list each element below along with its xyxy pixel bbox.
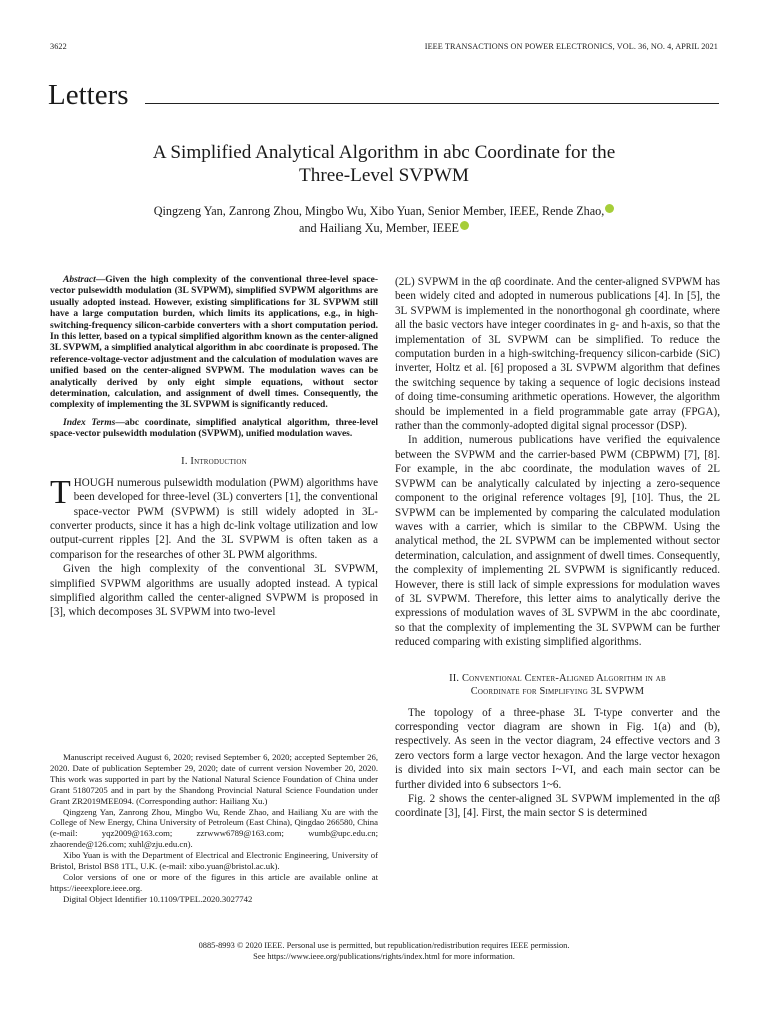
footnotes [50,752,378,905]
footnote-affiliation-2: Xibo Yuan is with the Department of Electrical and Electronic Engineering, University of Bristol, Bristol BS8 1TL, U.K. (e-mail: xibo.yuan@bristol.ac.uk). [50,850,378,872]
right-column [395,275,720,821]
section-2-paragraph-2: Fig. 2 shows the center-aligned 3L SVPWM implemented in the αβ coordinate [3], [4]. First, the main sector S is determined [395,793,720,820]
copyright-notice [60,940,708,962]
copyright-line-1: 0885-8993 © 2020 IEEE. Personal use is permitted, but republication/redistribution requires IEEE permission. [198,941,570,950]
orcid-icon[interactable] [460,221,469,230]
paper-title [60,141,708,187]
index-terms [50,418,378,441]
header-rule [145,103,719,104]
footnote-doi: Digital Object Identifier 10.1109/TPEL.2020.3027742 [63,893,253,904]
footnote-color-versions: Color versions of one or more of the figures in this article are available online at https://ieeexplore.ieee.org. [50,871,378,893]
intro-paragraph-1 [50,473,378,562]
copyright-line-2: See https://www.ieee.org/publications/rights/index.html for more information. [253,952,515,961]
journal-header: IEEE TRANSACTIONS ON POWER ELECTRONICS, VOL. 36, NO. 4, APRIL 2021 [424,42,718,51]
left-column [50,275,378,620]
section-heading-introduction: I. Introduction [181,455,247,467]
section-label: Letters [48,79,129,111]
authors-line-1 [60,203,708,220]
index-terms-label: Index Terms [63,417,116,428]
authors-line-1-text: Qingzeng Yan, Zanrong Zhou, Mingbo Wu, Xibo Yuan, Senior Member, IEEE, Rende Zhao, [153,204,605,218]
section-2-paragraph-1: The topology of a three-phase 3L T-type converter and the corresponding vector diagram are shown in Fig. 1(a) and (b), respectively. As seen in the vector diagram, 24 effective vectors and 3 zero vectors form a large vector hexagon. And the large vector hexagon is divided into six main sectors I~VI, and each main sector can be further divided into 6 subsectors 1~6. [395,706,720,791]
section-heading-conventional [395,672,720,698]
orcid-icon[interactable] [605,204,614,213]
section-2-heading-line-2: Coordinate for Simplifying 3L SVPWM [470,685,645,697]
section-2-heading-line-1: II. Conventional Center-Aligned Algorithm in αβ [449,672,666,684]
abstract [50,275,378,412]
authors-line-2 [60,220,708,237]
intro-paragraph-2: Given the high complexity of the conventional 3L SVPWM, simplified SVPWM algorithms are usually adopted instead. A typical simplified algorithm called the center-aligned SVPWM is proposed in [3], which decomposes 3L SVPWM into two-level [50,563,378,619]
footnote-manuscript: Manuscript received August 6, 2020; revised September 6, 2020; accepted September 26, 2020. Date of publication September 29, 2020; date of current version November 20, 2020. This work was supported in part by the National Natural Science Foundation of China under Grant 51807205 and in part by the Shandong Provincial Natural Science Foundation under Grant ZR2019MEE094. (Corresponding author: Hailiang Xu.) [50,752,378,806]
right-paragraph-1: (2L) SVPWM in the αβ coordinate. And the center-aligned SVPWM has been widely cited and adopted in numerous publications [4]. In [5], the 3L SVPWM is implemented in the nonorthogonal gh coordinate, where all the basic vectors have integer coordinates in g- and h-axis, so that the implementation of 3L SVPWM can be simplified. To reduce the computation burden in a high-switching-frequency silicon-carbide (SiC) inverter, Holtz et al. [6] proposed a 3L SVPWM algorithm that defines the switching sequence by taking a sequence of logic decisions instead of doing time-consuming arithmetic operations. However, the algorithm should be implemented in a field programmable gate array (FPGA), rather than the commonly-adopted digital signal processor (DSP). [395,276,720,433]
abstract-label: Abstract [63,275,96,285]
title-line-2: Three-Level SVPWM [299,165,469,186]
right-paragraph-2: In addition, numerous publications have verified the equivalence between the SVPWM and the carrier-based PWM (CBPWM) [7], [8]. For example, in the abc coordinate, the modulation waves of 2L SVPWM can be analytically calculated by injecting a zero-sequence component to the original reference voltages [9], [10]. Thus, the 2L SVPWM can be implemented by comparing the calculated modulation waves with a carrier, which is similar to the CBPWM. Using the analytical method, the 2L SVPWM can be implemented without sector determination, calculation, and assignment of dwell times. Consequently, the complexity of implementing 2L SVPWM is significantly reduced. However, there is still lack of simple expressions for modulation waves of 3L SVPWM. Therefore, this letter aims to analytically derive the expressions of modulation waves of 3L SVPWM in the abc coordinate, so that the complexity of implementing the 3L SVPWM can be further reduced comparing with existing simplified algorithms. [395,434,720,649]
intro-paragraph-1-text: HOUGH numerous pulsewidth modulation (PWM) algorithms have been developed for three-level (3L) converters [1], the conventional space-vector PWM (SVPWM) is still widely adopted in 3L-converter products, since it has a high dc-link voltage utilization and low output-current ripples [2]. And the 3L SVPWM is often taken as a comparison for the researches of other 3L PWM algorithms. [50,476,378,561]
page-number: 3622 [50,42,67,51]
title-line-1: A Simplified Analytical Algorithm in abc Coordinate for the [152,142,616,163]
abstract-text: —Given the high complexity of the conventional three-level space-vector pulsewidth modulation (3L SVPWM), simplified SVPWM algorithms are usually adopted instead. However, existing simplifications for 3L SVPWM still have a large computation burden, which limits its applications, e.g., in high-switching-frequency silicon-carbide converters with a short computation period. In this letter, based on a typical simplified algorithm known as the center-aligned 3L SVPWM, a simplified analytical algorithm in abc coordinate is proposed. The reference-voltage-vector adjustment and the calculation of modulation waves are unified based on the center-aligned SVPWM. The modulation waves can be analytically derived by only eight simple equations, without sector determination, calculation, and assignment of dwell times. Consequently, the complexity of implementing the 3L SVPWM is significantly reduced. [50,275,378,411]
authors-line-2-text: and Hailiang Xu, Member, IEEE [299,221,459,235]
footnote-affiliation-1: Qingzeng Yan, Zanrong Zhou, Mingbo Wu, Rende Zhao, and Hailiang Xu are with the College of New Energy, China University of Petroleum (East China), Qingdao 266580, China (e-mail: yqz2009@163.com; zzrwww6789@163.com; wumb@upc.edu.cn; zhaorende@126.com; xuhl@zju.edu.cn). [50,806,378,850]
index-terms-text: —abc coordinate, simplified analytical algorithm, three-level space-vector pulsewidth modulation (SVPWM), unified modulation waves. [50,417,378,440]
drop-cap: T [50,473,71,511]
author-list [60,203,708,237]
